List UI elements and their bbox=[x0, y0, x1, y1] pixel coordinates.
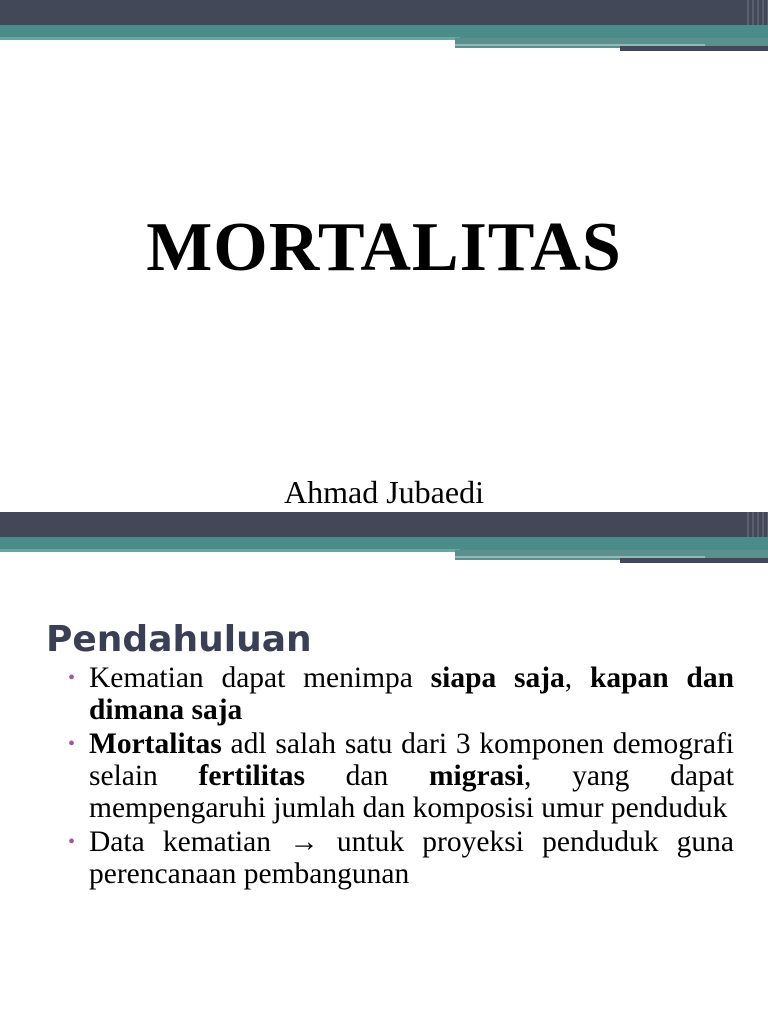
header-band-accent bbox=[744, 0, 768, 25]
bullet-item bbox=[68, 728, 734, 824]
bullet-text: Kematian dapat menimpa bbox=[89, 662, 431, 694]
content-slide bbox=[0, 512, 768, 1024]
header-band-dark bbox=[0, 0, 768, 25]
bullet-text: Data kematian → untuk proyeksi penduduk guna perencanaan pembangunan bbox=[89, 826, 734, 890]
bullet-text: adl salah satu dari 3 komponen demografi selain bbox=[89, 728, 734, 792]
slide-title: MORTALITAS bbox=[146, 209, 622, 286]
header-band-dark bbox=[0, 512, 768, 537]
section-heading: Pendahuluan bbox=[46, 619, 312, 660]
bullet-text: , bbox=[564, 662, 590, 694]
bullet-dot-icon: • bbox=[68, 733, 76, 755]
header-band-accent bbox=[744, 512, 768, 537]
header-band-step-dark bbox=[620, 558, 768, 563]
header-band-step-dark bbox=[620, 46, 768, 51]
bullet-bold-text: siapa saja bbox=[430, 662, 565, 694]
bullet-item bbox=[68, 826, 734, 890]
bullet-item bbox=[68, 662, 734, 726]
bullet-bold-text: kapan dan dimana saja bbox=[89, 662, 734, 726]
bullet-list bbox=[68, 662, 734, 892]
bullet-text: , yang dapat mempengaruhi jumlah dan komposisi umur penduduk bbox=[89, 760, 734, 824]
bullet-bold-text: migrasi bbox=[428, 760, 525, 792]
header-band-teal-line bbox=[0, 37, 460, 40]
header-band-teal-line bbox=[0, 549, 460, 552]
bullet-dot-icon: • bbox=[68, 667, 76, 689]
bullet-dot-icon: • bbox=[68, 831, 76, 853]
header-band bbox=[0, 512, 768, 568]
bullet-bold-text: Mortalitas bbox=[89, 728, 222, 760]
bullet-bold-text: fertilitas bbox=[198, 760, 305, 792]
header-band bbox=[0, 0, 768, 56]
bullet-text: dan bbox=[304, 760, 429, 792]
slide-author: Ahmad Jubaedi bbox=[284, 474, 484, 510]
